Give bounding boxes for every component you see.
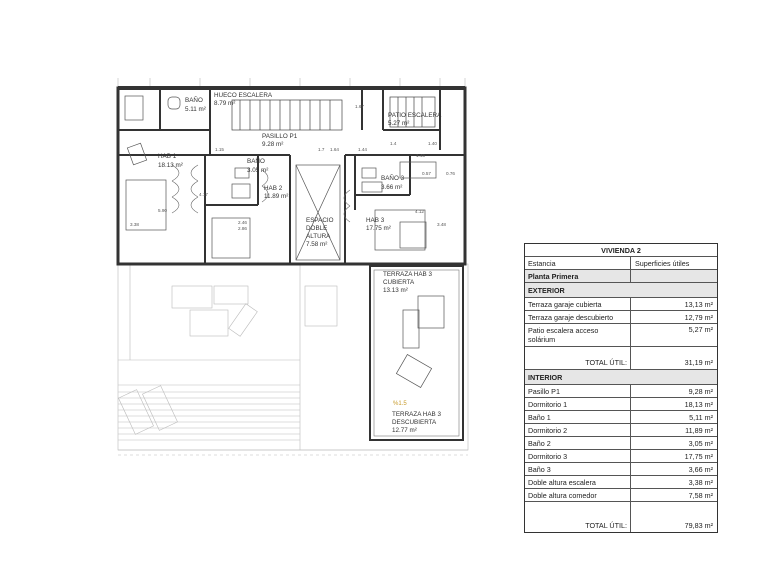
table-row [525, 488, 717, 501]
room-espacio-label-3: ALTURA [306, 233, 331, 240]
dim-label: 1.40 [428, 141, 437, 146]
room-patio-area: 5.27 m² [388, 120, 410, 127]
room-bano1-label: BAÑO [185, 97, 203, 104]
terraza-descubierta-label-2: DESCUBIERTA [392, 419, 437, 426]
room-bano3-label: BAÑO 3 [381, 175, 405, 182]
row-value: 3,05 m² [688, 438, 713, 448]
surface-table [524, 243, 718, 533]
dim-label: 5.90 [158, 208, 167, 213]
table-row [525, 410, 717, 423]
terraza-descubierta-label-1: TERRAZA HAB 3 [392, 411, 441, 418]
terraza-cubierta-label-1: TERRAZA HAB 3 [383, 271, 432, 278]
row-value: 5,27 m² [688, 325, 713, 334]
row-value: 11,89 m² [685, 425, 713, 435]
dim-label: 1.64 [330, 147, 339, 152]
dim-label: 3.38 [130, 222, 139, 227]
total-value: 31,19 m² [684, 358, 713, 367]
dim-label: 1.45 [416, 153, 425, 158]
table-header-row [525, 256, 717, 269]
table-row [525, 462, 717, 475]
dim-label: 1.44 [358, 147, 367, 152]
room-pasillo-label: PASILLO P1 [262, 133, 298, 140]
room-espacio-label-2: DOBLE [306, 225, 328, 232]
room-hab1-label: HAB 1 [158, 153, 177, 160]
section-exterior: EXTERIOR [525, 282, 717, 297]
table-row [525, 384, 717, 397]
room-hab3-label: HAB 3 [366, 217, 385, 224]
room-bano1-area: 5.11 m² [185, 106, 206, 113]
total-label: TOTAL ÚTIL: [525, 502, 631, 532]
row-name: Doble altura comedor [525, 489, 631, 501]
table-row [525, 423, 717, 436]
row-name: Baño 2 [525, 437, 631, 449]
row-value: 17,75 m² [684, 451, 713, 461]
room-bano3-area: 3.66 m² [381, 184, 403, 191]
col-estancia: Estancia [525, 257, 631, 269]
room-hab1-area: 18.13 m² [158, 162, 183, 169]
table-row [525, 323, 717, 346]
dim-label: 0.57 [422, 171, 431, 176]
exterior-total-row [525, 346, 717, 369]
row-value: 18,13 m² [684, 399, 713, 409]
row-value: 3,38 m² [688, 477, 713, 487]
dim-label: 1.7 [318, 147, 325, 152]
dim-label: 2.86 [238, 226, 247, 231]
row-value: 9,28 m² [688, 386, 713, 396]
room-espacio-area: 7.58 m² [306, 241, 328, 248]
table-row [525, 436, 717, 449]
row-name: Pasillo P1 [525, 385, 631, 397]
dim-label: 4.17 [199, 192, 208, 197]
row-value: 12,79 m² [684, 312, 713, 322]
dim-label: 4.12 [415, 209, 424, 214]
dim-label: 0.76 [446, 171, 455, 176]
room-bano2-area: 3.05 m² [247, 167, 269, 174]
room-patio-label: PATIO ESCALERA [388, 112, 442, 119]
row-name: Dormitorio 3 [525, 450, 631, 462]
room-pasillo-area: 9.28 m² [262, 141, 284, 148]
room-hab3-area: 17.75 m² [366, 225, 391, 232]
dim-label: 3.48 [437, 222, 446, 227]
slope-label: %1.5 [393, 401, 407, 407]
planta-label: Planta Primera [525, 270, 631, 282]
room-bano2-label: BAÑO [247, 158, 265, 165]
total-value: 79,83 m² [684, 521, 713, 530]
row-value: 5,11 m² [689, 412, 713, 422]
dim-label: 1.4 [390, 141, 397, 146]
interior-total-row [525, 501, 717, 532]
terraza-cubierta-label-2: CUBIERTA [383, 279, 415, 286]
dim-label: 1.67 [355, 104, 364, 109]
row-name: Baño 1 [525, 411, 631, 423]
room-hab2-label: HAB 2 [264, 185, 283, 192]
table-row [525, 449, 717, 462]
row-name: Patio escalera acceso solárium [525, 324, 631, 346]
total-label: TOTAL ÚTIL: [525, 347, 631, 369]
dim-label: 2.46 [238, 220, 247, 225]
room-hueco-label: HUECO ESCALERA [214, 92, 273, 99]
row-name: Doble altura escalera [525, 476, 631, 488]
row-name: Baño 3 [525, 463, 631, 475]
row-name: Dormitorio 2 [525, 424, 631, 436]
table-row [525, 475, 717, 488]
row-name: Terraza garaje descubierto [525, 311, 631, 323]
col-superficies: Superficies útiles [635, 258, 690, 268]
dim-label: 1.15 [215, 147, 224, 152]
row-value: 13,13 m² [684, 299, 713, 309]
table-row [525, 310, 717, 323]
table-row [525, 297, 717, 310]
row-value: 7,58 m² [688, 490, 713, 500]
room-hab2-area: 11.89 m² [264, 193, 289, 200]
table-title: VIVIENDA 2 [601, 245, 641, 255]
row-value: 3,66 m² [688, 464, 713, 474]
row-name: Terraza garaje cubierta [525, 298, 631, 310]
room-hueco-area: 8.79 m² [214, 100, 236, 107]
row-name: Dormitorio 1 [525, 398, 631, 410]
planta-row [525, 269, 717, 282]
terraza-descubierta-area: 12.77 m² [392, 427, 417, 434]
table-row [525, 397, 717, 410]
terraza-cubierta-area: 13.13 m² [383, 287, 408, 294]
room-espacio-label-1: ESPACIO [306, 217, 334, 224]
section-interior: INTERIOR [525, 369, 717, 384]
